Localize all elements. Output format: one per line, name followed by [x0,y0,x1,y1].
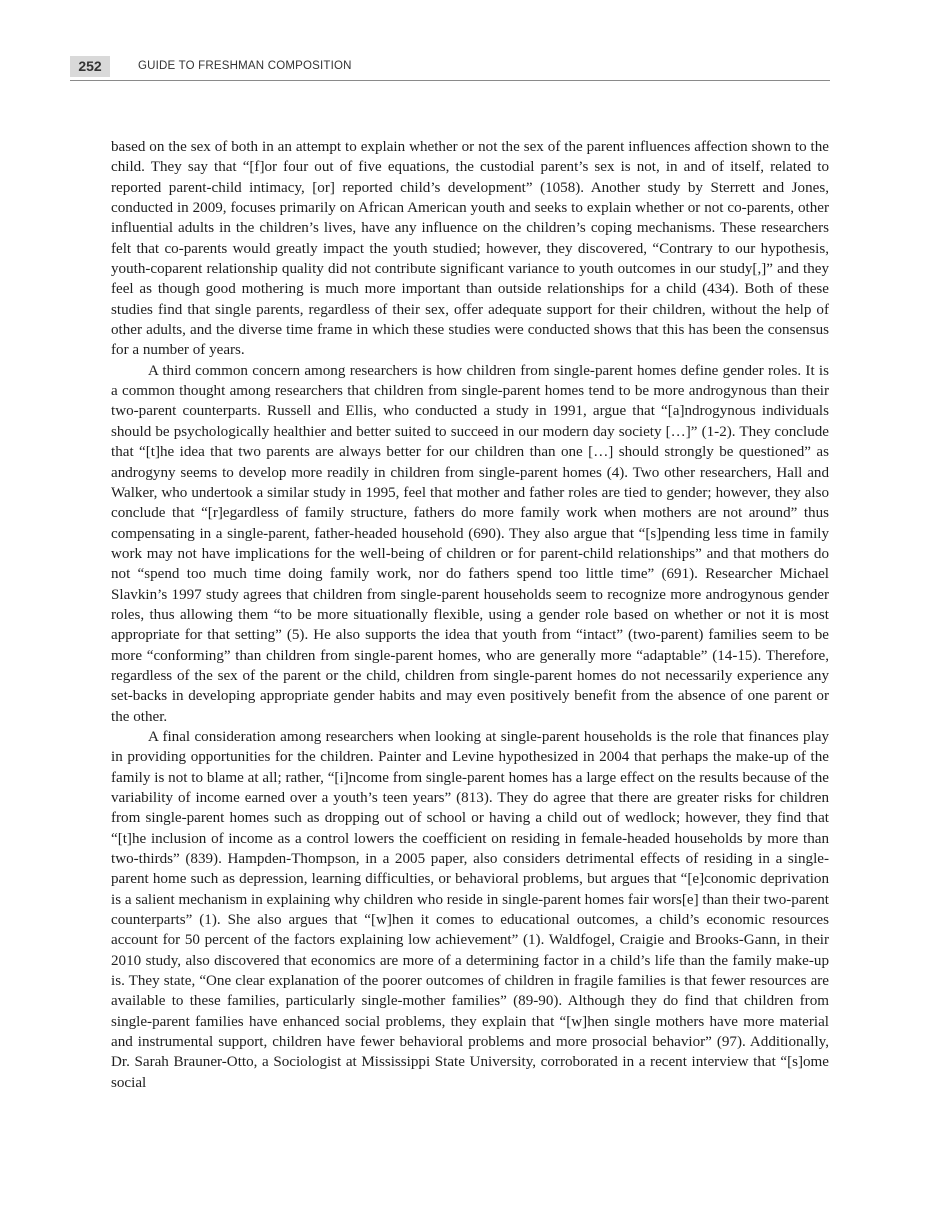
running-title: GUIDE TO FRESHMAN COMPOSITION [138,60,352,72]
paragraph-2: A third common concern among researchers is how children from single-parent homes define gender roles. It is a common thought among researchers that children from single-parent homes tend to be more androgynous than their two-parent counterparts. Russell and Ellis, who conducted a study in 1991, argue that “[a]ndrogynous individuals should be psychologically healthier and better suited to succeed in our modern day society […]” (1-2). They conclude that “[t]he idea that two parents are always better for our children than one […] should strongly be questioned” as androgyny seems to develop more readily in children from single-parent homes (4). Two other researchers, Hall and Walker, who undertook a similar study in 1995, feel that mother and father roles are tied to gender; however, they also conclude that “[r]egardless of family structure, fathers do more family work when mothers are not around” thus compensating in a single-parent, father-headed household (690). They also argue that “[s]pending less time in family work may not have implications for the well-being of children or for parent-child relationships” and that mothers do not “spend too much time doing family work, nor do fathers spend too little time” (691). Researcher Michael Slavkin’s 1997 study agrees that children from single-parent households seem to recognize more androgynous gender roles, thus allowing them “to be more situationally flexible, using a gender role based on whether or not it is most appropriate for that setting” (5). He also supports the idea that youth from “intact” (two-parent) families seem to be more “conforming” than children from single-parent homes, who are generally more “adaptable” (14-15). Therefore, regardless of the sex of the parent or the child, children from single-parent homes do not necessarily experience any set-backs in developing appropriate gender habits and may even positively benefit from the absence of one parent or the other. [111,362,829,725]
page-header [70,56,830,81]
paragraph-3: A final consideration among researchers when looking at single-parent households is the role that finances play in providing opportunities for the children. Painter and Levine hypothesized in 2004 that perhaps the make-up of the family is not to blame at all; rather, “[i]ncome from single-parent homes has a large effect on the results because of the variability of income earned over a youth’s teen years” (813). They do agree that there are greater risks for children from single-parent homes such as dropping out of school or having a child out of wedlock; however, they find that “[t]he inclusion of income as a control lowers the coefficient on residing in female-headed households by more than two-thirds” (839). Hampden-Thompson, in a 2005 paper, also considers detrimental effects of residing in a single-parent home such as depression, learning difficulties, or behavioral problems, but argues that “[e]conomic deprivation is a salient mechanism in explaining why children who reside in single-parent homes fair wors[e] than their two-parent counterparts” (1). She also argues that “[w]hen it comes to educational outcomes, a child’s economic resources account for 50 percent of the factors explaining low achievement” (1). Waldfogel, Craigie and Brooks-Gann, in their 2010 study, also discovered that economics are more of a determining factor in a child’s life than the family make-up is. They state, “One clear explanation of the poorer outcomes of children in fragile families is that fewer resources are available to these families, particularly single-mother families” (89-90). Although they do find that children from single-parent families have enhanced social problems, they explain that “[w]hen single mothers have more material and instrumental support, children have fewer behavioral problems and more prosocial behavior” (97). Additionally, Dr. Sarah Brauner-Otto, a Sociologist at Mississippi State University, corroborated in a recent interview that “[s]ome social [111,728,829,1091]
paragraph-1: based on the sex of both in an attempt to explain whether or not the sex of the parent influences affection shown to the child. They say that “[f]or four out of five equations, the custodial parent’s sex is not, in and of itself, related to reported parent-child intimacy, [or] reported child’s development” (1058). Another study by Sterrett and Jones, conducted in 2009, focuses primarily on African American youth and seeks to explain whether or not co-parents, other influential adults in the children’s lives, have any influence on the children’s coping mechanisms. These researchers felt that co-parents would greatly impact the youth studied; however, they discovered, “Contrary to our hypothesis, youth-coparent relationship quality did not contribute significant variance to youth outcomes in our study[,]” and they feel as though good mothering is much more important than outside relationships for a child (434). Both of these studies find that single parents, regardless of their sex, offer adequate support for their children, without the help of other adults, and the diverse time frame in which these studies were conducted shows that this has been the consensus for a number of years. [111,139,829,359]
page-number: 252 [70,56,110,77]
body-text [111,137,829,1093]
